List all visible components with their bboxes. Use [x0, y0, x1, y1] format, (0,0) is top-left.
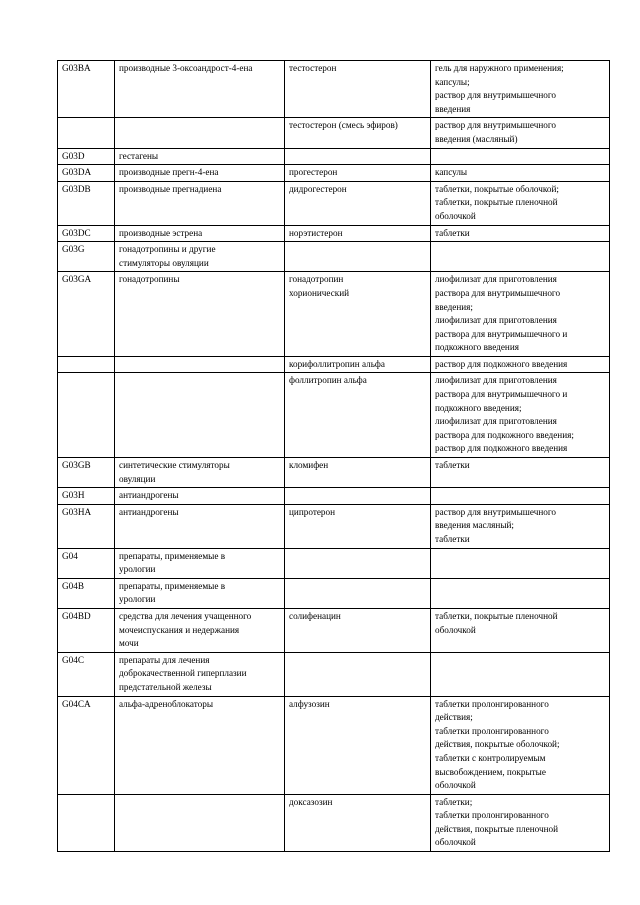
table-row	[58, 272, 610, 357]
drug-name-cell	[285, 356, 431, 373]
dosage-form-cell	[431, 165, 610, 182]
cell-text: G04BD	[62, 610, 91, 621]
anatomic-group-cell	[115, 61, 285, 118]
cell-text-line: тестостерон	[289, 63, 337, 73]
atc-code-cell	[58, 578, 115, 608]
atc-code-cell	[58, 652, 115, 696]
drug-name-cell	[285, 608, 431, 652]
cell-text: G04CA	[62, 698, 91, 709]
cell-text-line: действия;	[435, 712, 473, 723]
cell-text-line: доброкачественной гиперплазии	[119, 668, 247, 679]
table-row	[58, 165, 610, 182]
dosage-form-cell	[431, 225, 610, 242]
anatomic-group-cell	[115, 272, 285, 357]
anatomic-group-cell	[115, 356, 285, 373]
anatomic-group-cell	[115, 165, 285, 182]
table-row	[58, 652, 610, 696]
anatomic-group-cell	[115, 608, 285, 652]
cell-text-line: капсулы;	[435, 76, 470, 87]
anatomic-group-cell	[115, 148, 285, 165]
anatomic-group-cell	[115, 652, 285, 696]
cell-text-line: солифенацин	[289, 610, 341, 621]
drug-table	[57, 60, 610, 852]
atc-code-cell	[58, 504, 115, 548]
cell-text: G04	[62, 550, 78, 561]
drug-name-cell	[285, 165, 431, 182]
cell-text: G03H	[62, 490, 85, 501]
cell-text: G04C	[62, 654, 84, 665]
dosage-form-cell	[431, 696, 610, 794]
anatomic-group-cell	[115, 504, 285, 548]
cell-text-line: урологии	[119, 564, 156, 575]
dosage-form-cell	[431, 652, 610, 696]
table-row	[58, 794, 610, 851]
atc-code-cell	[58, 242, 115, 272]
cell-text-line: овуляции	[119, 473, 156, 484]
cell-text-line: раствор для подкожного введения	[435, 443, 568, 454]
drug-name-cell	[285, 696, 431, 794]
cell-text-line: средства для лечения учащенного	[119, 610, 252, 621]
atc-code-cell	[58, 118, 115, 148]
cell-text-line: гестагены	[119, 150, 159, 161]
cell-text-line: раствора для внутримышечного и	[435, 389, 568, 400]
cell-text-line: предстательной железы	[119, 681, 212, 692]
cell-text-line: таблетки	[435, 460, 470, 471]
dosage-form-cell	[431, 458, 610, 488]
cell-text-line: таблетки, покрытые оболочкой;	[435, 183, 559, 194]
drug-name-cell	[285, 578, 431, 608]
cell-text: G03HA	[62, 506, 92, 517]
atc-code-cell	[58, 488, 115, 505]
cell-text-line: таблетки пролонгированного	[435, 810, 549, 821]
cell-text-line: таблетки пролонгированного	[435, 725, 549, 736]
drug-name-cell	[285, 148, 431, 165]
drug-name-cell	[285, 181, 431, 225]
cell-text-line: производные прегнадиена	[119, 183, 222, 194]
dosage-form-cell	[431, 118, 610, 148]
cell-text-line: фоллитропин альфа	[289, 375, 367, 386]
cell-text-line: введения масляный;	[435, 520, 514, 531]
table-row	[58, 696, 610, 794]
cell-text-line: таблетки пролонгированного	[435, 698, 549, 709]
table-row	[58, 504, 610, 548]
cell-text-line: дидрогестерон	[289, 183, 347, 194]
atc-code-cell	[58, 608, 115, 652]
cell-text: G04B	[62, 580, 84, 591]
atc-code-cell	[58, 148, 115, 165]
cell-text-line: препараты, применяемые в	[119, 550, 226, 561]
table-row	[58, 118, 610, 148]
drug-name-cell	[285, 118, 431, 148]
cell-text-line: лиофилизат для приготовления	[435, 274, 557, 285]
dosage-form-cell	[431, 608, 610, 652]
anatomic-group-cell	[115, 578, 285, 608]
atc-code-cell	[58, 181, 115, 225]
cell-text-line: оболочкой	[435, 624, 476, 635]
dosage-form-cell	[431, 373, 610, 458]
atc-code-cell	[58, 548, 115, 578]
cell-text-line: гонадотропин	[289, 274, 344, 285]
cell-text-line: лиофилизат для приготовления	[435, 416, 557, 427]
cell-text-line: корифоллитропин альфа	[289, 358, 385, 369]
cell-text-line: доксазозин	[289, 796, 333, 807]
cell-text: G03D	[62, 150, 85, 161]
table-row	[58, 181, 610, 225]
drug-name-cell	[285, 652, 431, 696]
atc-code-cell	[58, 373, 115, 458]
cell-text-line: норэтистерон	[289, 227, 343, 238]
dosage-form-cell	[431, 504, 610, 548]
cell-text-line: мочеиспускания и недержания	[119, 624, 240, 635]
atc-code-cell	[58, 794, 115, 851]
cell-text-line: раствора для внутримышечного и	[435, 328, 568, 339]
table-row	[58, 458, 610, 488]
drug-name-cell	[285, 61, 431, 118]
cell-text: G03DC	[62, 227, 91, 238]
cell-text: G03DA	[62, 167, 92, 178]
drug-name-cell	[285, 373, 431, 458]
dosage-form-cell	[431, 356, 610, 373]
cell-text-line: введения	[435, 103, 471, 114]
table-row	[58, 225, 610, 242]
anatomic-group-cell	[115, 181, 285, 225]
cell-text-line: лиофилизат для приготовления	[435, 375, 557, 386]
anatomic-group-cell	[115, 794, 285, 851]
cell-text: G03G	[62, 244, 85, 255]
cell-text-line: оболочкой	[435, 210, 476, 221]
cell-text-line: кломифен	[289, 460, 329, 471]
table-row	[58, 148, 610, 165]
table-row	[58, 548, 610, 578]
cell-text-line: хорионический	[289, 287, 350, 298]
cell-text-line: подкожного введения	[435, 342, 519, 353]
table-row	[58, 608, 610, 652]
cell-text-line: капсулы	[435, 167, 468, 178]
anatomic-group-cell	[115, 225, 285, 242]
cell-text-line: прогестерон	[289, 167, 338, 178]
cell-text-line: ципротерон	[289, 506, 336, 517]
dosage-form-cell	[431, 242, 610, 272]
anatomic-group-cell	[115, 458, 285, 488]
cell-text-line: антиандрогены	[119, 506, 179, 517]
cell-text: G03BA	[62, 63, 91, 73]
cell-text-line: лиофилизат для приготовления	[435, 315, 557, 326]
dosage-form-cell	[431, 488, 610, 505]
cell-text-line: производные эстрена	[119, 227, 203, 238]
cell-text-line: препараты для лечения	[119, 654, 210, 665]
cell-text-line: высвобождением, покрытые	[435, 766, 546, 777]
cell-text-line: алфузозин	[289, 698, 330, 709]
atc-code-cell	[58, 165, 115, 182]
anatomic-group-cell	[115, 242, 285, 272]
dosage-form-cell	[431, 548, 610, 578]
dosage-form-cell	[431, 578, 610, 608]
drug-name-cell	[285, 794, 431, 851]
cell-text-line: гонадотропины и другие	[119, 244, 216, 255]
drug-name-cell	[285, 504, 431, 548]
cell-text: G03DB	[62, 183, 91, 194]
cell-text-line: действия, покрытые оболочкой;	[435, 739, 560, 750]
cell-text-line: таблетки	[435, 534, 470, 544]
drug-name-cell	[285, 272, 431, 357]
anatomic-group-cell	[115, 488, 285, 505]
table-row	[58, 488, 610, 505]
cell-text-line: мочи	[119, 638, 139, 649]
anatomic-group-cell	[115, 373, 285, 458]
cell-text-line: раствор для подкожного введения	[435, 358, 568, 369]
drug-table-body	[58, 61, 610, 852]
cell-text-line: препараты, применяемые в	[119, 580, 226, 591]
cell-text-line: гонадотропины	[119, 274, 180, 285]
cell-text-line: тестостерон (смесь эфиров)	[289, 120, 398, 131]
cell-text: G03GA	[62, 274, 92, 285]
drug-name-cell	[285, 242, 431, 272]
atc-code-cell	[58, 356, 115, 373]
cell-text-line: действия, покрытые пленочной	[435, 823, 559, 834]
cell-text-line: раствора для внутримышечного	[435, 287, 561, 298]
dosage-form-cell	[431, 148, 610, 165]
drug-name-cell	[285, 458, 431, 488]
cell-text-line: таблетки, покрытые пленочной	[435, 610, 558, 621]
cell-text-line: раствора для подкожного введения;	[435, 429, 574, 440]
cell-text-line: раствор для внутримышечного	[435, 120, 556, 131]
cell-text-line: альфа-адреноблокаторы	[119, 698, 214, 709]
atc-code-cell	[58, 272, 115, 357]
cell-text-line: оболочкой	[435, 780, 476, 791]
dosage-form-cell	[431, 794, 610, 851]
anatomic-group-cell	[115, 696, 285, 794]
table-row	[58, 61, 610, 118]
table-row	[58, 578, 610, 608]
atc-code-cell	[58, 225, 115, 242]
cell-text-line: синтетические стимуляторы	[119, 460, 230, 471]
cell-text-line: антиандрогены	[119, 490, 179, 501]
table-row	[58, 242, 610, 272]
anatomic-group-cell	[115, 118, 285, 148]
drug-name-cell	[285, 225, 431, 242]
cell-text-line: введения (масляный)	[435, 133, 518, 144]
cell-text-line: таблетки с контролируемым	[435, 752, 546, 763]
atc-code-cell	[58, 61, 115, 118]
dosage-form-cell	[431, 181, 610, 225]
drug-name-cell	[285, 488, 431, 505]
table-row	[58, 356, 610, 373]
cell-text-line: таблетки	[435, 227, 470, 238]
cell-text-line: подкожного введения;	[435, 402, 522, 413]
cell-text-line: таблетки, покрытые пленочной	[435, 197, 558, 208]
drug-name-cell	[285, 548, 431, 578]
cell-text-line: раствор для внутримышечного	[435, 506, 556, 517]
atc-code-cell	[58, 458, 115, 488]
cell-text-line: таблетки;	[435, 796, 473, 807]
cell-text-line: производные 3-оксоандрост-4-ена	[119, 63, 253, 73]
anatomic-group-cell	[115, 548, 285, 578]
cell-text-line: производные прегн-4-ена	[119, 167, 219, 178]
document-page	[57, 60, 609, 852]
table-row	[58, 373, 610, 458]
dosage-form-cell	[431, 272, 610, 357]
cell-text-line: оболочкой	[435, 837, 476, 848]
atc-code-cell	[58, 696, 115, 794]
cell-text-line: урологии	[119, 594, 156, 605]
cell-text-line: введения;	[435, 301, 473, 312]
dosage-form-cell	[431, 61, 610, 118]
cell-text-line: гель для наружного применения;	[435, 63, 564, 73]
cell-text-line: стимуляторы овуляции	[119, 257, 209, 268]
cell-text-line: раствор для внутримышечного	[435, 90, 556, 101]
cell-text: G03GB	[62, 460, 91, 471]
